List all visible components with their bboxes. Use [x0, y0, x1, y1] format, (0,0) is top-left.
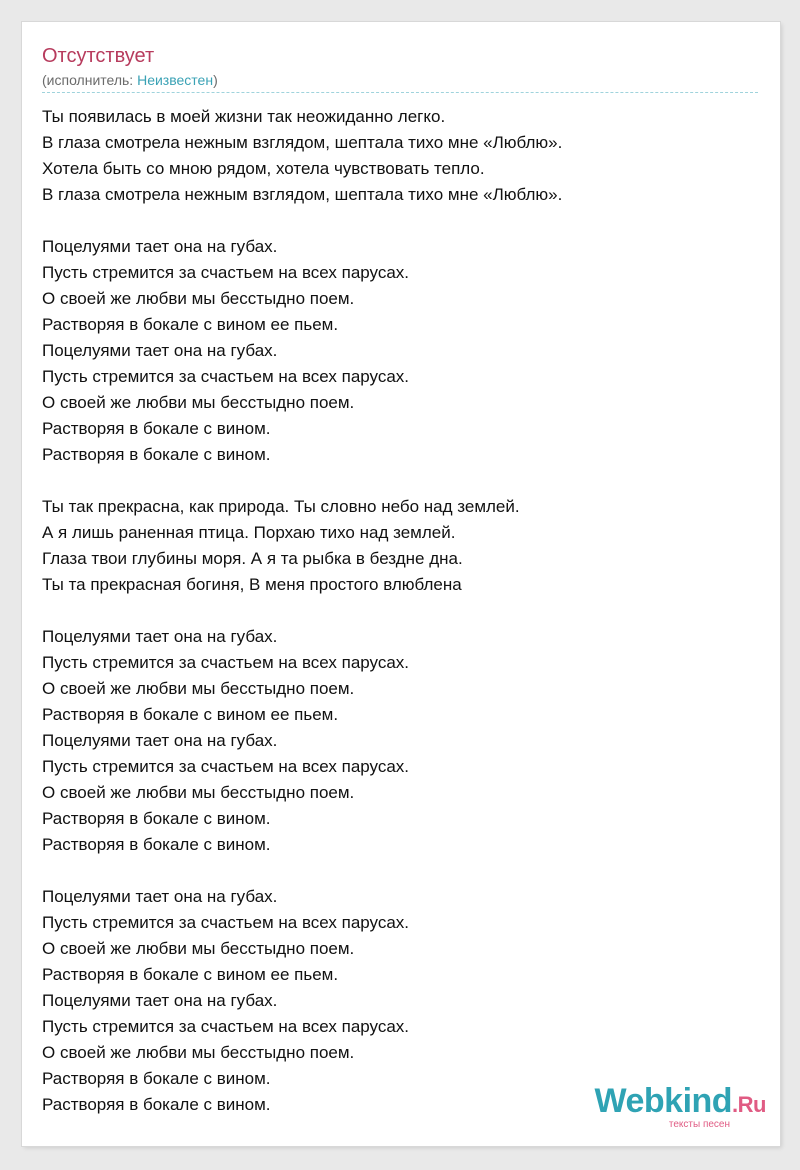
lyric-line: Растворяя в бокале с вином ее пьем. [42, 965, 339, 984]
lyric-line: Ты появилась в моей жизни так неожиданно легко. [42, 107, 446, 126]
lyric-line: Растворяя в бокале с вином ее пьем. [42, 315, 339, 334]
lyric-line: О своей же любви мы бесстыдно поем. [42, 1043, 355, 1062]
lyric-line: Поцелуями тает она на губах. [42, 341, 278, 360]
lyric-line: Поцелуями тает она на губах. [42, 991, 278, 1010]
lyric-line: Пусть стремится за счастьем на всех парусах. [42, 263, 410, 282]
lyric-line: Поцелуями тает она на губах. [42, 887, 278, 906]
lyric-line: Пусть стремится за счастьем на всех парусах. [42, 913, 410, 932]
logo-wordmark [595, 1084, 767, 1122]
logo-tagline: тексты песен [668, 1119, 730, 1130]
lyric-line: Растворяя в бокале с вином. [42, 835, 271, 854]
lyric-line: О своей же любви мы бесстыдно поем. [42, 939, 355, 958]
lyric-line: Растворяя в бокале с вином ее пьем. [42, 705, 339, 724]
lyric-line: Растворяя в бокале с вином. [42, 1069, 271, 1088]
artist-suffix: ) [213, 72, 218, 88]
logo-main-text: Webkind [594, 1082, 733, 1120]
lyric-line: Растворяя в бокале с вином. [42, 1095, 271, 1114]
lyric-line: А я лишь раненная птица. Порхаю тихо над землей. [42, 523, 456, 542]
stanza [42, 494, 758, 598]
lyric-line: Поцелуями тает она на губах. [42, 731, 278, 750]
stanza [42, 104, 758, 208]
lyrics-body [42, 104, 758, 1144]
lyric-line: Хотела быть со мною рядом, хотела чувствовать тепло. [42, 159, 485, 178]
lyric-line: Пусть стремится за счастьем на всех парусах. [42, 653, 410, 672]
lyric-line: О своей же любви мы бесстыдно поем. [42, 679, 355, 698]
lyric-line: Растворяя в бокале с вином. [42, 419, 271, 438]
lyric-line: Пусть стремится за счастьем на всех парусах. [42, 757, 410, 776]
lyric-line: О своей же любви мы бесстыдно поем. [42, 393, 355, 412]
stanza [42, 624, 758, 858]
lyric-line: О своей же любви мы бесстыдно поем. [42, 783, 355, 802]
stanza [42, 234, 758, 468]
lyric-line: Растворяя в бокале с вином. [42, 809, 271, 828]
lyric-line: В глаза смотрела нежным взглядом, шептала тихо мне «Люблю». [42, 133, 563, 152]
lyric-line: Пусть стремится за счастьем на всех парусах. [42, 367, 410, 386]
lyric-line: Растворяя в бокале с вином. [42, 445, 271, 464]
lyric-line: Поцелуями тает она на губах. [42, 627, 278, 646]
lyric-line: Ты та прекрасная богиня, В меня простого влюблена [42, 575, 462, 594]
lyric-line: В глаза смотрела нежным взглядом, шептала тихо мне «Люблю». [42, 185, 563, 204]
lyrics-sheet [22, 22, 780, 1146]
lyric-line: Глаза твои глубины моря. А я та рыбка в бездне дна. [42, 549, 463, 568]
lyric-line: О своей же любви мы бесстыдно поем. [42, 289, 355, 308]
lyric-line: Пусть стремится за счастьем на всех парусах. [42, 1017, 410, 1036]
artist-line [42, 71, 218, 89]
artist-prefix: (исполнитель: [42, 72, 138, 88]
artist-link[interactable]: Неизвестен [137, 72, 214, 88]
lyric-line: Поцелуями тает она на губах. [42, 237, 278, 256]
site-logo [595, 1084, 767, 1130]
logo-tld: .Ru [732, 1092, 766, 1117]
lyric-line: Ты так прекрасна, как природа. Ты словно небо над землей. [42, 497, 520, 516]
divider [42, 92, 758, 93]
song-title: Отсутствует [42, 45, 155, 67]
